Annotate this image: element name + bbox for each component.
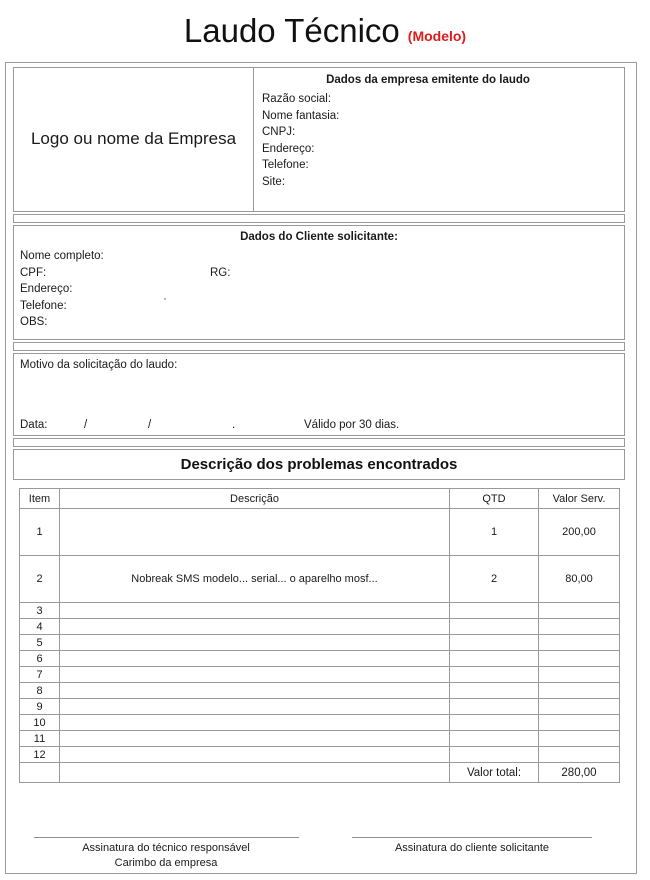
document-frame	[5, 62, 637, 874]
cell-valor[interactable]	[539, 635, 620, 651]
cell-item: 10	[20, 715, 60, 731]
signature-caption-stamp: Carimbo da empresa	[114, 857, 218, 869]
client-row-nome	[20, 248, 624, 265]
cell-descricao[interactable]	[60, 619, 450, 635]
cell-descricao[interactable]	[60, 731, 450, 747]
col-header-qtd: QTD	[450, 489, 539, 509]
cell-qtd[interactable]	[450, 603, 539, 619]
signature-line-technician	[34, 837, 299, 838]
client-field-endereco: Endereço:	[20, 283, 73, 295]
table-row	[20, 731, 620, 747]
client-row-obs	[20, 314, 624, 331]
table-row	[20, 509, 620, 556]
cell-qtd[interactable]: 1	[450, 509, 539, 556]
document-inner	[13, 67, 625, 869]
cell-descricao[interactable]	[60, 715, 450, 731]
cell-valor[interactable]	[539, 683, 620, 699]
logo-placeholder-text: Logo ou nome da Empresa	[30, 129, 237, 149]
col-header-item: Item	[20, 489, 60, 509]
logo-cell	[14, 68, 254, 211]
total-label: Valor total:	[450, 763, 539, 783]
cell-descricao[interactable]: Nobreak SMS modelo... serial... o aparelho mosf...	[60, 556, 450, 603]
cell-item: 12	[20, 747, 60, 763]
signature-caption-client: Assinatura do cliente solicitante	[394, 842, 550, 854]
client-row-endereco	[20, 281, 624, 298]
date-period: .	[232, 419, 236, 431]
cell-item: 4	[20, 619, 60, 635]
cell-item: 3	[20, 603, 60, 619]
spacer-strip-1	[13, 214, 625, 223]
company-header-section	[13, 67, 625, 212]
client-field-rg: RG:	[210, 266, 231, 279]
table-row	[20, 556, 620, 603]
cell-item: 1	[20, 509, 60, 556]
cell-item: 11	[20, 731, 60, 747]
cell-qtd[interactable]: 2	[450, 556, 539, 603]
page-title-main: Laudo Técnico	[183, 11, 400, 49]
cell-item: 8	[20, 683, 60, 699]
cell-qtd[interactable]	[450, 699, 539, 715]
signatures-section	[13, 837, 625, 871]
table-row	[20, 667, 620, 683]
client-field-cpf: CPF:	[20, 266, 47, 279]
client-data-section	[13, 225, 625, 340]
validity-note: Válido por 30 dias.	[304, 419, 400, 431]
cell-qtd[interactable]	[450, 747, 539, 763]
company-data-cell	[254, 68, 624, 211]
cell-qtd[interactable]	[450, 651, 539, 667]
motivo-label: Motivo da solicitação do laudo:	[20, 359, 178, 371]
company-field-site: Site:	[262, 175, 286, 188]
table-row	[20, 619, 620, 635]
page-title-subtitle: (Modelo)	[407, 28, 467, 44]
date-line	[20, 419, 399, 431]
client-fields	[14, 248, 624, 331]
cell-item: 6	[20, 651, 60, 667]
col-header-valor: Valor Serv.	[539, 489, 620, 509]
date-slash-2: /	[148, 419, 152, 431]
cell-valor[interactable]	[539, 747, 620, 763]
company-field-telefone: Telefone:	[262, 159, 309, 171]
items-table-wrapper	[13, 480, 625, 783]
company-field-razao-social: Razão social:	[262, 93, 332, 105]
cell-valor[interactable]: 200,00	[539, 509, 620, 556]
page-title	[0, 0, 650, 60]
client-field-nome-completo: Nome completo:	[20, 250, 104, 262]
cell-valor[interactable]	[539, 699, 620, 715]
items-table	[19, 488, 620, 783]
cell-qtd[interactable]	[450, 683, 539, 699]
cell-item: 9	[20, 699, 60, 715]
client-section-title: Dados do Cliente solicitante:	[240, 231, 398, 243]
client-field-telefone: Telefone:	[20, 299, 67, 312]
cell-valor[interactable]	[539, 619, 620, 635]
cell-descricao[interactable]	[60, 603, 450, 619]
client-row-cpf-rg	[20, 265, 624, 282]
cell-valor[interactable]	[539, 715, 620, 731]
date-slash-1: /	[84, 419, 88, 431]
cell-descricao[interactable]	[60, 683, 450, 699]
table-row	[20, 683, 620, 699]
signature-caption-technician: Assinatura do técnico responsável	[82, 842, 250, 854]
table-row	[20, 651, 620, 667]
spacer-strip-3	[13, 438, 625, 447]
cell-valor[interactable]	[539, 603, 620, 619]
total-value: 280,00	[539, 763, 620, 783]
client-row-telefone	[20, 298, 624, 315]
table-row	[20, 747, 620, 763]
scan-artifact-dot	[164, 298, 166, 300]
cell-valor[interactable]	[539, 651, 620, 667]
cell-descricao[interactable]	[60, 699, 450, 715]
total-blank-descricao	[60, 763, 450, 783]
signature-block-client	[319, 837, 625, 871]
cell-valor[interactable]: 80,00	[539, 556, 620, 603]
table-row	[20, 635, 620, 651]
table-row	[20, 699, 620, 715]
col-header-descricao: Descrição	[60, 489, 450, 509]
cell-descricao[interactable]	[60, 509, 450, 556]
cell-item: 2	[20, 556, 60, 603]
items-table-header-row	[20, 489, 620, 509]
date-label: Data:	[20, 419, 48, 431]
cell-item: 5	[20, 635, 60, 651]
total-row	[20, 763, 620, 783]
problems-heading-title: Descrição dos problemas encontrados	[180, 456, 458, 473]
signature-block-technician	[13, 837, 319, 871]
cell-descricao[interactable]	[60, 635, 450, 651]
cell-qtd[interactable]	[450, 715, 539, 731]
cell-qtd[interactable]	[450, 635, 539, 651]
company-field-nome-fantasia: Nome fantasia:	[262, 109, 340, 122]
cell-qtd[interactable]	[450, 731, 539, 747]
cell-qtd[interactable]	[450, 667, 539, 683]
cell-valor[interactable]	[539, 731, 620, 747]
cell-descricao[interactable]	[60, 747, 450, 763]
table-row	[20, 715, 620, 731]
cell-valor[interactable]	[539, 667, 620, 683]
client-field-obs: OBS:	[20, 316, 48, 328]
cell-descricao[interactable]	[60, 651, 450, 667]
company-section-title: Dados da empresa emitente do laudo	[326, 74, 530, 86]
cell-item: 7	[20, 667, 60, 683]
problems-heading-band	[13, 449, 625, 480]
motivo-section	[13, 353, 625, 436]
signature-line-client	[352, 837, 592, 838]
total-blank-item	[20, 763, 60, 783]
cell-descricao[interactable]	[60, 667, 450, 683]
company-field-endereco: Endereço:	[262, 142, 315, 155]
table-row	[20, 603, 620, 619]
spacer-strip-2	[13, 342, 625, 351]
cell-qtd[interactable]	[450, 619, 539, 635]
company-field-cnpj: CNPJ:	[262, 126, 296, 138]
